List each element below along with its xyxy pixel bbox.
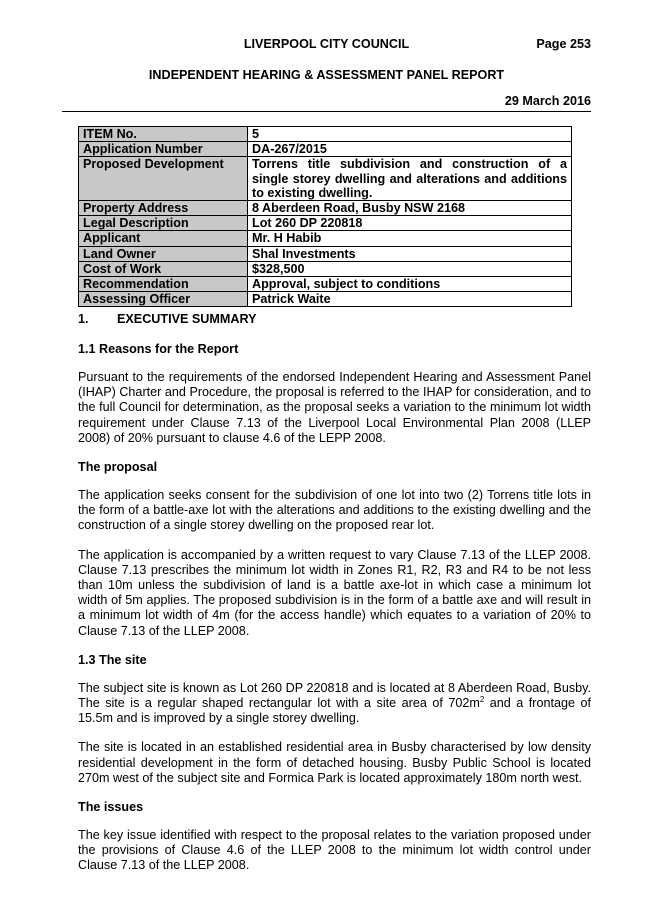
- summary-label: ITEM No.: [79, 127, 248, 142]
- report-body: [78, 312, 591, 888]
- summary-value: 5: [248, 127, 572, 142]
- header-council: LIVERPOOL CITY COUNCIL: [243, 37, 410, 51]
- summary-row: [79, 261, 572, 276]
- site-paragraph-1: [78, 681, 591, 727]
- proposal-paragraph-2: The application is accompanied by a written request to vary Clause 7.13 of the LLEP 2008. Clause 7.13 prescribes the minimum lot width in Zones R1, R2, R3 and R4 to be not less than 10m unless the subdivision of land is a battle axe-lot in which case a minimum lot width of 5m applies. The proposed subdivision is in the form of a battle axe and will result in a minimum lot width of 4m (for the access handle) which equates to a variation of 20% to Clause 7.13 of the LLEP 2008.: [78, 547, 591, 638]
- proposal-heading: The proposal: [78, 460, 158, 475]
- header-rule: [62, 111, 591, 112]
- summary-row: [79, 201, 572, 216]
- summary-row: [79, 127, 572, 142]
- summary-value: Mr. H Habib: [248, 231, 572, 246]
- summary-value: Torrens title subdivision and construction of a single storey dwelling and alterations and additions to existing dwelling.: [248, 157, 572, 201]
- summary-value: Lot 260 DP 220818: [248, 216, 572, 231]
- summary-label: Applicant: [79, 231, 248, 246]
- summary-label: Recommendation: [79, 277, 248, 292]
- section-title: EXECUTIVE SUMMARY: [117, 312, 257, 326]
- summary-row: [79, 246, 572, 261]
- site-paragraph-2: The site is located in an established residential area in Busby characterised by low density residential development in the form of detached housing. Busby Public School is located 270m west of the subject site and Formica Park is located approximately 180m north west.: [78, 740, 591, 785]
- summary-value: Shal Investments: [248, 246, 572, 261]
- summary-value: Patrick Waite: [248, 292, 572, 307]
- summary-value: 8 Aberdeen Road, Busby NSW 2168: [248, 201, 572, 216]
- summary-value: $328,500: [248, 261, 572, 276]
- header-panel-title: INDEPENDENT HEARING & ASSESSMENT PANEL REPORT: [148, 68, 505, 82]
- superscript-2: 2: [479, 694, 485, 704]
- summary-label: Proposed Development: [79, 157, 248, 201]
- summary-label: Assessing Officer: [79, 292, 248, 307]
- site-paragraph-1-part-a: The subject site is known as Lot 260 DP 220818 and is located at 8 Aberdeen Road, Busby. The site is a regular shaped rectangular lot with a site area of 702m: [78, 680, 591, 711]
- reasons-heading: 1.1 Reasons for the Report: [78, 342, 239, 356]
- executive-summary-heading: [78, 312, 591, 327]
- summary-label: Legal Description: [79, 216, 248, 231]
- issues-paragraph: The key issue identified with respect to the proposal relates to the variation proposed under the provisions of Clause 4.6 of the LLEP 2008 to the minimum lot width control under Clause 7.13 of the LLEP 2008.: [78, 828, 591, 873]
- proposal-paragraph-1: The application seeks consent for the subdivision of one lot into two (2) Torrens title lots in the form of a battle-axe lot with the alterations and additions to the existing dwelling and the construction of a single storey dwelling on the proposed rear lot.: [78, 488, 591, 533]
- header-page-number: Page 253: [536, 37, 591, 51]
- summary-row: [79, 142, 572, 157]
- summary-row: [79, 292, 572, 307]
- summary-label: Application Number: [79, 142, 248, 157]
- section-number: 1.: [78, 312, 89, 326]
- issues-heading: The issues: [78, 800, 144, 815]
- summary-value: DA-267/2015: [248, 142, 572, 157]
- summary-row: [79, 216, 572, 231]
- summary-label: Cost of Work: [79, 261, 248, 276]
- header-date: 29 March 2016: [504, 94, 591, 108]
- summary-row: [79, 277, 572, 292]
- site-paragraph-1-part-b: and a frontage of 15.5m and is improved by a single storey dwelling.: [78, 696, 591, 726]
- site-heading: 1.3 The site: [78, 652, 147, 667]
- summary-row: [79, 157, 572, 201]
- reasons-paragraph: Pursuant to the requirements of the endorsed Independent Hearing and Assessment Panel (IHAP) Charter and Procedure, the proposal is referred to the IHAP for consideration, and to the full Council for determination, as the proposal seeks a variation to the minimum lot width requirement under Clause 7.13 of the Liverpool Local Environmental Plan 2008 (LLEP 2008) of 20% pursuant to clause 4.6 of the LEPP 2008.: [78, 370, 591, 445]
- summary-value: Approval, subject to conditions: [248, 277, 572, 292]
- summary-row: [79, 231, 572, 246]
- summary-label: Land Owner: [79, 246, 248, 261]
- summary-table: [78, 126, 572, 307]
- summary-label: Property Address: [79, 201, 248, 216]
